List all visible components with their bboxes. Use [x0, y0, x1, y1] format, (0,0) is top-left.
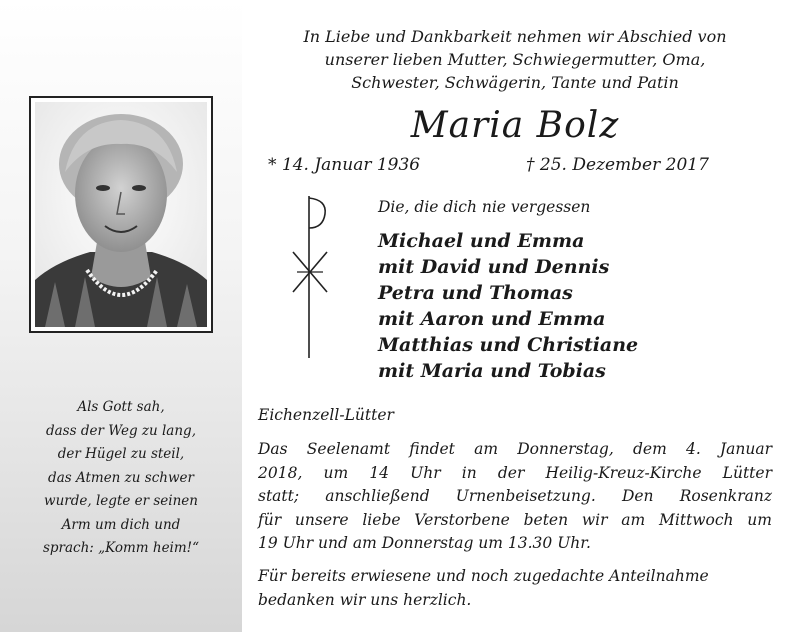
poem-line: Als Gott sah,: [77, 399, 165, 415]
portrait-frame: [29, 96, 213, 333]
service-line: für unsere liebe Verstorbene beten wir am Mittwoch um: [258, 510, 772, 529]
mourner-line: Michael und Emma: [378, 230, 585, 252]
portrait-image: [35, 102, 207, 327]
service-line: 19 Uhr und am Donnerstag um 13.30 Uhr.: [258, 534, 591, 552]
poem-line: das Atmen zu schwer: [48, 469, 194, 486]
service-line: Das Seelenamt findet am Donnerstag, dem 4. Januar: [258, 440, 772, 458]
mourner-line: mit Aaron und Emma: [378, 308, 606, 330]
mourner-line: mit Maria und Tobias: [378, 360, 606, 382]
chi-rho-cross-icon: [285, 192, 335, 362]
poem: [0, 396, 242, 561]
poem-line: der Hügel zu steil,: [57, 446, 185, 462]
mourners-intro: Die, die dich nie vergessen: [378, 198, 591, 216]
service-line: statt; anschließend Urnenbeisetzung. Den Rosenkranz: [258, 487, 772, 505]
service-line: 2018, um 14 Uhr in der Heilig-Kreuz-Kirche Lütter: [258, 463, 772, 482]
life-dates: [268, 155, 738, 181]
portrait-photo: [35, 102, 207, 327]
intro-line: Schwester, Schwägerin, Tante und Patin: [351, 73, 679, 92]
birth-date: * 14. Januar 1936: [268, 155, 421, 175]
thanks-notice: [258, 565, 772, 612]
mourner-line: Matthias und Christiane: [378, 334, 639, 356]
death-date: † 25. Dezember 2017: [526, 155, 709, 175]
poem-line: dass der Weg zu lang,: [45, 422, 196, 439]
poem-line: wurde, legte er seinen: [44, 493, 198, 509]
thanks-line: Für bereits erwiesene und noch zugedachte Anteilnahme: [258, 567, 709, 585]
poem-line: Arm um dich und: [61, 516, 181, 533]
poem-line: sprach: „Komm heim!“: [42, 540, 200, 556]
mourner-line: mit David und Dennis: [378, 256, 610, 278]
service-notice: [258, 438, 772, 556]
mourners-list: [378, 228, 638, 384]
thanks-line: bedanken wir uns herzlich.: [258, 590, 472, 609]
intro-line: In Liebe und Dankbarkeit nehmen wir Abschied von: [303, 27, 727, 46]
deceased-name: Maria Bolz: [410, 105, 620, 146]
left-panel: [0, 0, 242, 632]
intro-line: unserer lieben Mutter, Schwiegermutter, Oma,: [324, 50, 706, 69]
location: Eichenzell-Lütter: [258, 406, 394, 424]
mourner-line: Petra und Thomas: [378, 282, 573, 304]
intro-text: [250, 25, 780, 94]
